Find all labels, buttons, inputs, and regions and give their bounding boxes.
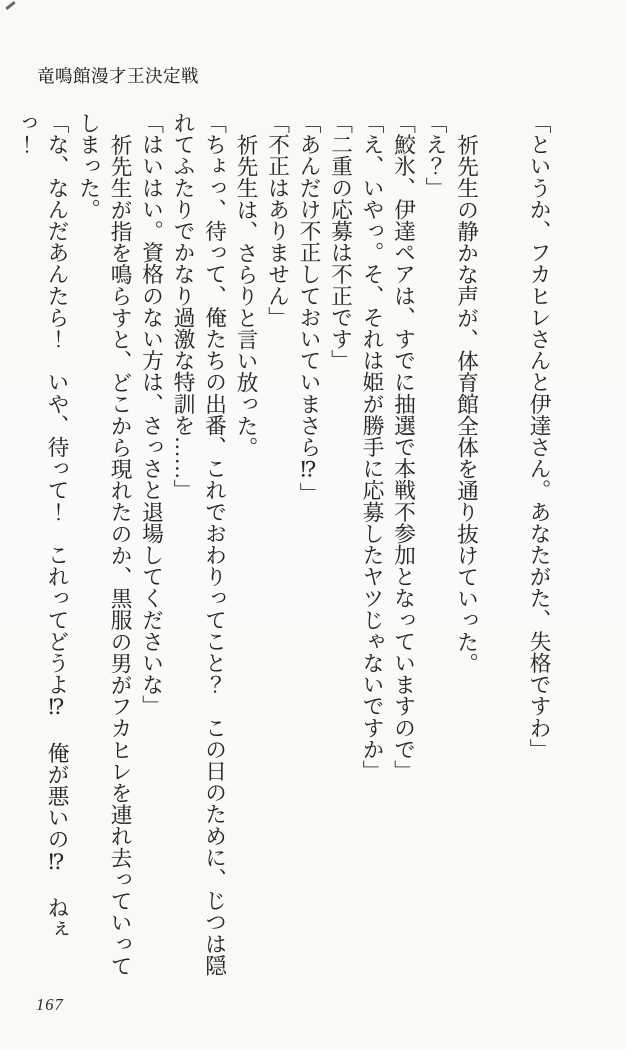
page-number: 167 [36, 995, 64, 1014]
paragraph: 祈先生は、さらりと言い放った。 [234, 133, 258, 458]
paragraph: 「な、なんだあんたら！ いや、待って！ これってどうよ⁉ 俺が悪いの⁉ ねぇっ！ [13, 112, 69, 940]
running-header: 竜鳴館漫才王決定戦 [37, 66, 199, 86]
paragraph: 「ちょっ、待って、俺たちの出番、これでおわりってこと？ この日のために、じつは隠れてふたりでかなり過激な特訓を……」 [171, 112, 227, 976]
paragraph: 「はいはい。資格のない方は、さっさと退場してくださいな」 [139, 112, 164, 717]
paragraph: 「あんだけ不正しておいていまさら⁉」 [297, 112, 321, 505]
paragraph: 「というか、フカヒレさんと伊達さん。あなたがた、失格ですわ」 [527, 112, 551, 760]
paragraph: 祈先生の静かな声が、体育館全体を通り抜けていった。 [454, 133, 479, 674]
paragraph: 祈先生が指を鳴らすと、どこから現れたのか、黒服の男がフカヒレを連れ去っていってしまった。 [76, 112, 132, 976]
paragraph: 「不正はありません」 [265, 112, 290, 328]
paragraph: 「え、いやっ。そ、それは姫が勝手に応募したヤツじゃないですか」 [360, 112, 384, 782]
body-text [9, 112, 554, 980]
paragraph: 「鮫氷、伊達ペアは、すでに抽選で本戦不参加となっていますので」 [391, 112, 416, 782]
paragraph: 「え？」 [423, 112, 447, 199]
scan-artifact-mark [5, 1, 16, 10]
paragraph: 「二重の応募は不正です」 [328, 112, 353, 372]
